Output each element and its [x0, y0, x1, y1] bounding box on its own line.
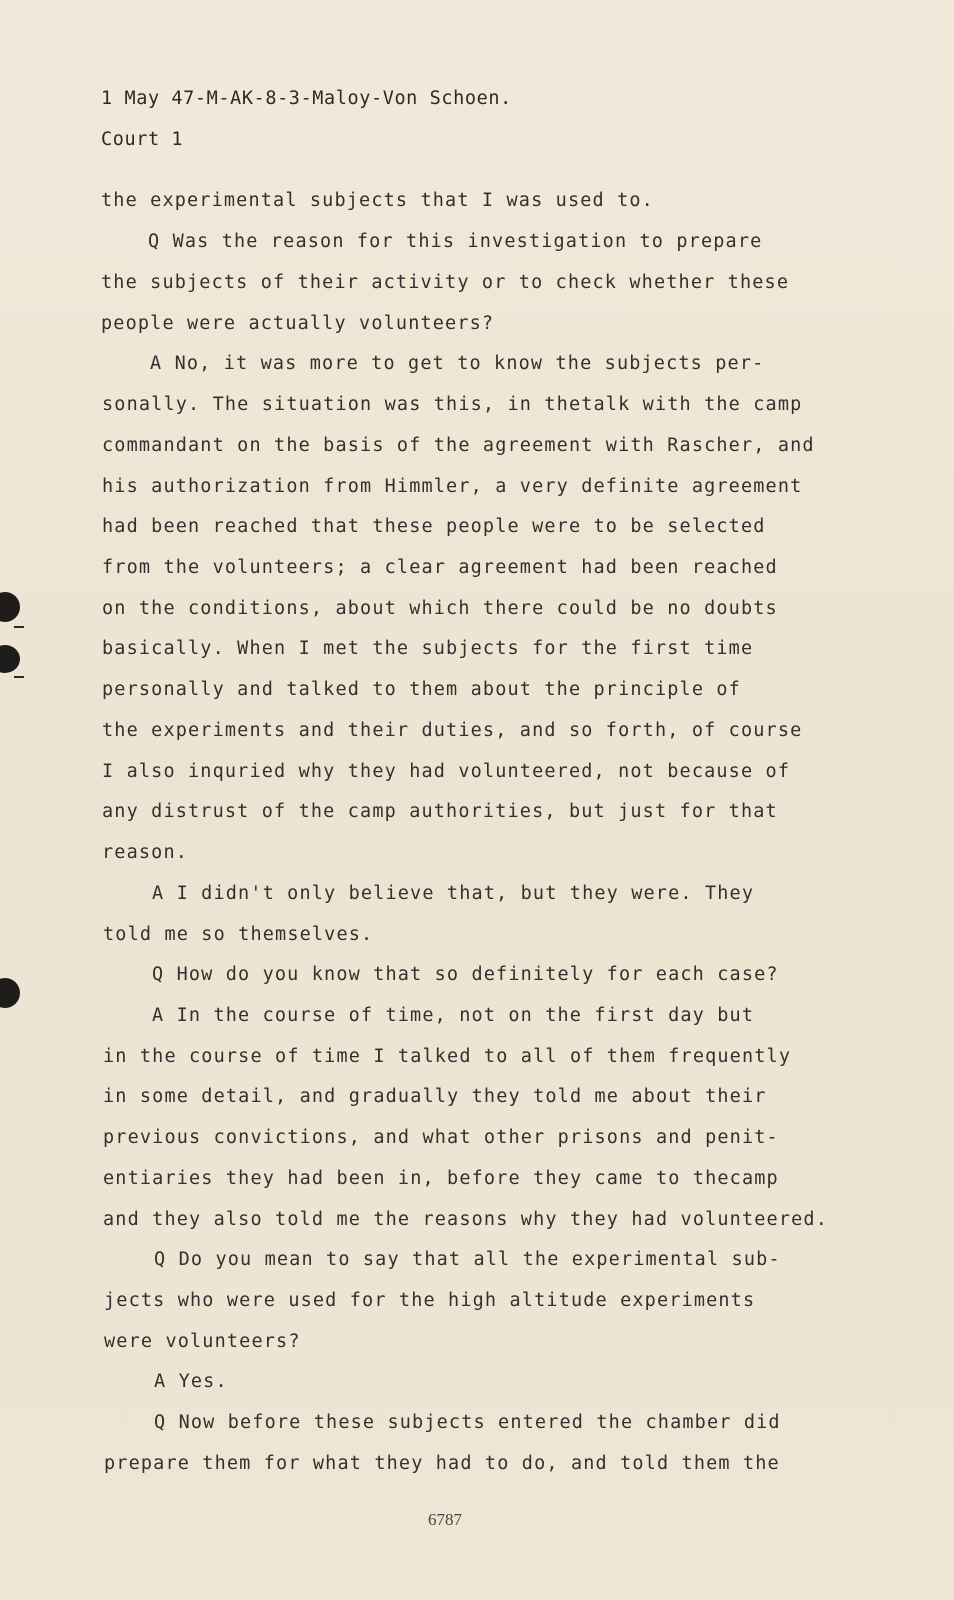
text-line: A Yes. — [154, 1371, 228, 1392]
text-line: A I didn't only believe that, but they were. They — [152, 883, 755, 904]
punch-mark — [14, 626, 24, 628]
text-line: previous convictions, and what other prisons and penit- — [103, 1127, 779, 1148]
text-line: in some detail, and gradually they told me about their — [103, 1086, 767, 1107]
text-line: on the conditions, about which there could be no doubts — [102, 598, 778, 619]
text-line: Q Do you mean to say that all the experimental sub- — [154, 1249, 781, 1270]
text-line: jects who were used for the high altitude experiments — [104, 1290, 756, 1311]
punch-mark — [14, 676, 24, 678]
punch-hole-icon — [0, 978, 20, 1008]
document-header-reference: 1 May 47-M-AK-8-3-Maloy-Von Schoen. — [101, 88, 512, 109]
text-line: personally and talked to them about the principle of — [102, 679, 741, 700]
text-line: Q How do you know that so definitely for each case? — [152, 964, 779, 985]
page-number: 6787 — [428, 1510, 462, 1529]
text-line: were volunteers? — [104, 1331, 301, 1352]
text-line: the subjects of their activity or to check whether these — [101, 272, 790, 293]
text-line: prepare them for what they had to do, and told them the — [104, 1453, 780, 1474]
text-line: Q Now before these subjects entered the chamber did — [154, 1412, 781, 1433]
punch-hole-icon — [0, 645, 20, 673]
text-line: in the course of time I talked to all of them frequently — [103, 1046, 792, 1067]
text-line: and they also told me the reasons why they had volunteered. — [103, 1209, 828, 1230]
text-line: entiaries they had been in, before they came to thecamp — [103, 1168, 779, 1189]
text-line: his authorization from Himmler, a very definite agreement — [102, 476, 803, 497]
text-line: the experimental subjects that I was used to. — [101, 190, 654, 211]
text-line: people were actually volunteers? — [101, 313, 495, 334]
punch-hole-icon — [0, 592, 20, 622]
text-line: told me so themselves. — [103, 924, 374, 945]
text-line: basically. When I met the subjects for the first time — [102, 638, 754, 659]
text-line: A In the course of time, not on the first day but — [152, 1005, 755, 1026]
text-line: commandant on the basis of the agreement with Rascher, and — [102, 435, 815, 456]
text-line: I also inquried why they had volunteered, not because of — [102, 761, 791, 782]
text-line: A No, it was more to get to know the subjects per- — [150, 353, 765, 374]
text-line: Q Was the reason for this investigation to prepare — [148, 231, 763, 252]
text-line: the experiments and their duties, and so forth, of course — [102, 720, 803, 741]
text-line: any distrust of the camp authorities, but just for that — [102, 801, 778, 822]
document-header-court: Court 1 — [101, 129, 184, 150]
text-line: reason. — [102, 842, 189, 863]
text-line: had been reached that these people were to be selected — [102, 516, 766, 537]
text-line: from the volunteers; a clear agreement had been reached — [102, 557, 778, 578]
text-line: sonally. The situation was this, in thetalk with the camp — [102, 394, 803, 415]
